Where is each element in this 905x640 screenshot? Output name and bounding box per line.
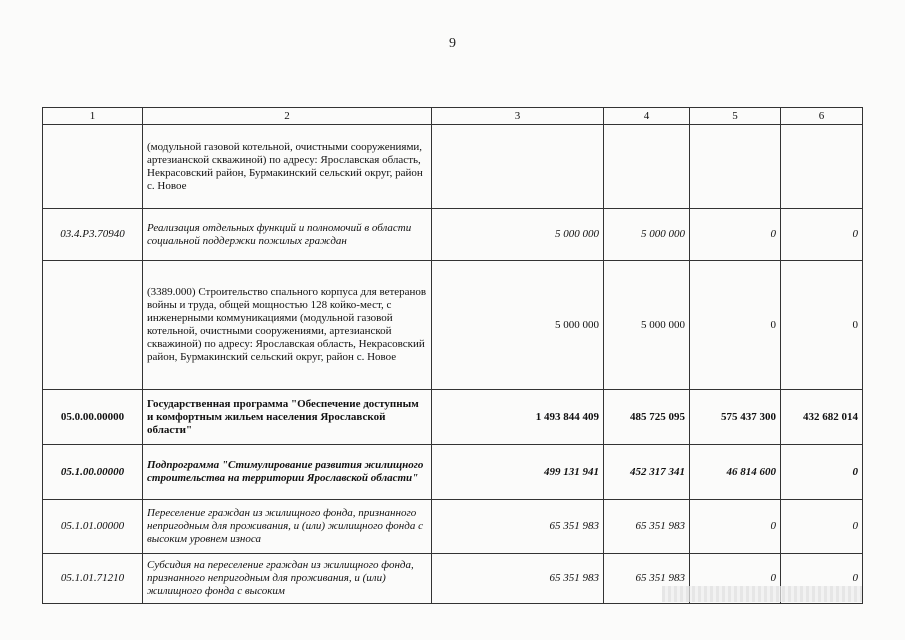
table-row (43, 125, 863, 209)
page-number: 9 (449, 36, 456, 51)
row-value-5: 0 (690, 500, 781, 554)
row-value-6: 0 (781, 500, 863, 554)
row-value-4: 452 317 341 (604, 445, 690, 500)
row-value-3: 499 131 941 (432, 445, 604, 500)
row-value-4 (604, 125, 690, 209)
row-value-5: 575 437 300 (690, 390, 781, 445)
row-value-5 (690, 125, 781, 209)
row-value-3 (432, 125, 604, 209)
row-value-3: 65 351 983 (432, 554, 604, 604)
table-row (43, 500, 863, 554)
row-code (43, 125, 143, 209)
row-value-3: 1 493 844 409 (432, 390, 604, 445)
row-code: 05.0.00.00000 (43, 390, 143, 445)
row-value-5: 46 814 600 (690, 445, 781, 500)
row-code: 05.1.01.71210 (43, 554, 143, 604)
col-header-3: 3 (432, 108, 604, 125)
col-header-2: 2 (143, 108, 432, 125)
row-code: 03.4.P3.70940 (43, 209, 143, 261)
row-name: Государственная программа "Обеспечение доступным и комфортным жильем населения Ярославской области" (143, 390, 432, 445)
row-value-3: 5 000 000 (432, 209, 604, 261)
row-value-4: 5 000 000 (604, 209, 690, 261)
col-header-5: 5 (690, 108, 781, 125)
table-row (43, 209, 863, 261)
row-name: Субсидия на переселение граждан из жилищного фонда, признанного непригодным для проживания, и (или) жилищного фонда с высоким (143, 554, 432, 604)
scan-stamp-mark (662, 586, 862, 602)
row-value-6: 432 682 014 (781, 390, 863, 445)
table-row (43, 445, 863, 500)
row-value-4: 485 725 095 (604, 390, 690, 445)
budget-table (42, 107, 863, 604)
table-row (43, 261, 863, 390)
row-code: 05.1.00.00000 (43, 445, 143, 500)
row-value-3: 5 000 000 (432, 261, 604, 390)
col-header-1: 1 (43, 108, 143, 125)
col-header-4: 4 (604, 108, 690, 125)
row-name: Реализация отдельных функций и полномочий в области социальной поддержки пожилых граждан (143, 209, 432, 261)
row-value-5: 0 (690, 554, 781, 604)
row-code (43, 261, 143, 390)
row-value-5: 0 (690, 209, 781, 261)
row-name: (модульной газовой котельной, очистными сооружениями, артезианской скважиной) по адресу: Ярославская область, Некрасовский район, Бурмакинский сельский округ, район с. Новое (143, 125, 432, 209)
table-row (43, 390, 863, 445)
col-header-6: 6 (781, 108, 863, 125)
row-value-6: 0 (781, 209, 863, 261)
row-name: Подпрограмма "Стимулирование развития жилищного строительства на территории Ярославской области" (143, 445, 432, 500)
row-value-6: 0 (781, 554, 863, 604)
row-name: Переселение граждан из жилищного фонда, признанного непригодным для проживания, и (или) жилищного фонда с высоким уровнем износа (143, 500, 432, 554)
row-value-6: 0 (781, 261, 863, 390)
row-value-4: 65 351 983 (604, 500, 690, 554)
row-value-5: 0 (690, 261, 781, 390)
row-value-6: 0 (781, 445, 863, 500)
row-name: (3389.000) Строительство спального корпуса для ветеранов войны и труда, общей мощностью 128 койко-мест, с инженерными коммуникациями (модульной газовой котельной, очистными сооружениями, артезианской скважиной) по адресу: Ярославская область, Некрасовский район, Бурмакинский сельский округ, район с. Новое (143, 261, 432, 390)
row-value-4: 5 000 000 (604, 261, 690, 390)
table-header-row (43, 108, 863, 125)
row-code: 05.1.01.00000 (43, 500, 143, 554)
row-value-6 (781, 125, 863, 209)
row-value-4: 65 351 983 (604, 554, 690, 604)
row-value-3: 65 351 983 (432, 500, 604, 554)
